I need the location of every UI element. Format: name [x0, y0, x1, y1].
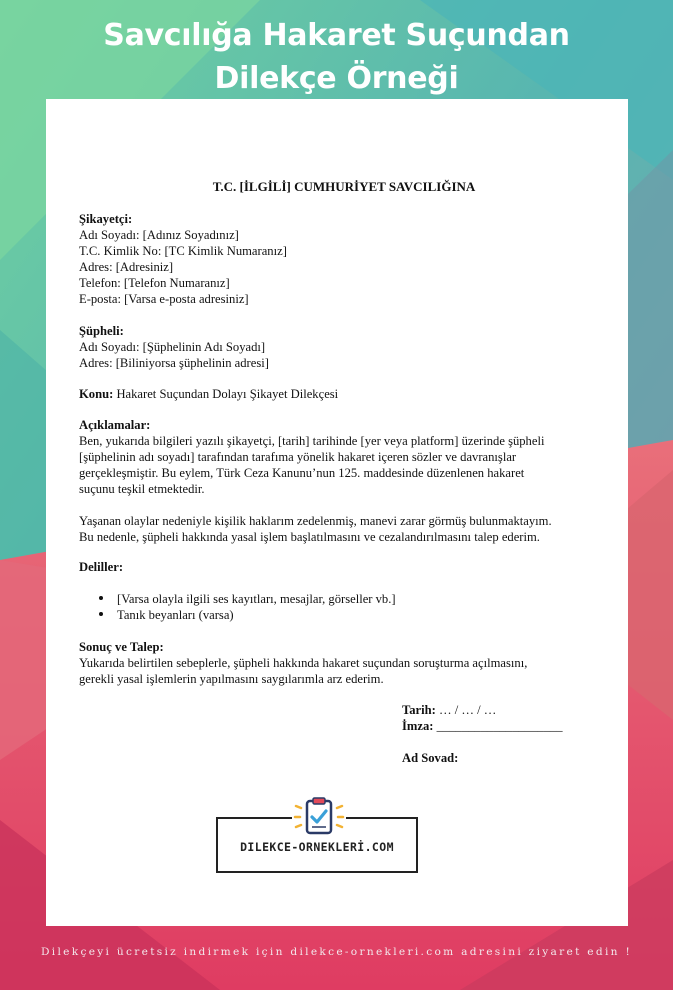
explanation-p1-line-3: gerçekleşmiştir. Bu eylem, Türk Ceza Kanunu’nun 125. maddesinde düzenlenen hakaret [79, 466, 525, 480]
date-label: Tarih: [402, 703, 436, 717]
complainant-email: E-posta: [Varsa e-posta adresiniz] [79, 292, 249, 306]
bullet-icon [99, 612, 103, 616]
signature-blank: ____________________ [436, 719, 563, 733]
suspect-label: Şüpheli: [79, 324, 124, 338]
subject-line [79, 386, 338, 402]
complainant-name: Adı Soyadı: [Adınız Soyadınız] [79, 228, 239, 242]
evidence-item-text: [Varsa olayla ilgili ses kayıtları, mesajlar, görseller vb.] [117, 592, 396, 606]
signature-label: İmza: [402, 719, 434, 733]
page-title [0, 14, 673, 100]
subject-label: Konu: [79, 387, 114, 401]
complainant-address: Adres: [Adresiniz] [79, 260, 174, 274]
conclusion-label: Sonuç ve Talep: [79, 640, 164, 654]
explanation-p1-line-4: suçunu teşkil etmektedir. [79, 482, 205, 496]
explanation-p2-line-2: Bu nedenle, şüpheli hakkında yasal işlem başlatılmasını ve cezalandırılmasını talep ederim. [79, 530, 540, 544]
suspect-address: Adres: [Biliniyorsa şüphelinin adresi] [79, 356, 269, 370]
clipboard-check-icon [292, 796, 346, 838]
evidence-item [99, 591, 396, 607]
conclusion-line-1: Yukarıda belirtilen sebeplerle, şüpheli hakkında hakaret suçundan soruşturma açılmasını, [79, 656, 528, 670]
footer-note: Dilekçeyi ücretsiz indirmek için dilekce-ornekleri.com adresini ziyaret edin ! [41, 946, 632, 958]
page-title-line-1: Savcılığa Hakaret Suçundan [103, 18, 570, 53]
explanation-p1-line-1: Ben, yukarıda bilgileri yazılı şikayetçi, [tarih] tarihinde [yer veya platform] üzerinde şüpheli [79, 434, 545, 448]
site-logo-text: DILEKCE-ORNEKLERİ.COM [240, 840, 394, 854]
evidence-item-text: Tanık beyanları (varsa) [117, 608, 234, 622]
page-title-line-2: Dilekçe Örneği [214, 61, 459, 96]
document-heading: T.C. [İLGİLİ] CUMHURİYET SAVCILIĞINA [212, 179, 476, 194]
date-line [402, 702, 496, 718]
name-label: Ad Sovad: [402, 751, 459, 765]
signature-line [402, 718, 563, 734]
subject-text: Hakaret Suçundan Dolayı Şikayet Dilekçesi [116, 387, 339, 401]
complainant-id: T.C. Kimlik No: [TC Kimlik Numaranız] [79, 244, 287, 258]
bullet-icon [99, 596, 103, 600]
complainant-label: Şikayetçi: [79, 212, 133, 226]
suspect-name: Adı Soyadı: [Şüphelinin Adı Soyadı] [79, 340, 266, 354]
explanations-label: Açıklamalar: [79, 418, 151, 432]
evidence-item [99, 607, 234, 623]
date-value: … / … / … [438, 703, 497, 717]
explanation-p1-line-2: [şüphelinin adı soyadı] tarafından tarafıma yönelik hakaret içeren sözler ve davranışlar [79, 450, 517, 464]
evidence-label: Deliller: [79, 560, 124, 574]
document-sheet [46, 99, 628, 926]
explanation-p2-line-1: Yaşanan olaylar nedeniyle kişilik haklarım zedelenmiş, manevi zarar görmüş bulunmaktayım. [79, 514, 552, 528]
conclusion-line-2: gerekli yasal işlemlerin yapılmasını saygılarımla arz ederim. [79, 672, 384, 686]
complainant-phone: Telefon: [Telefon Numaranız] [79, 276, 230, 290]
